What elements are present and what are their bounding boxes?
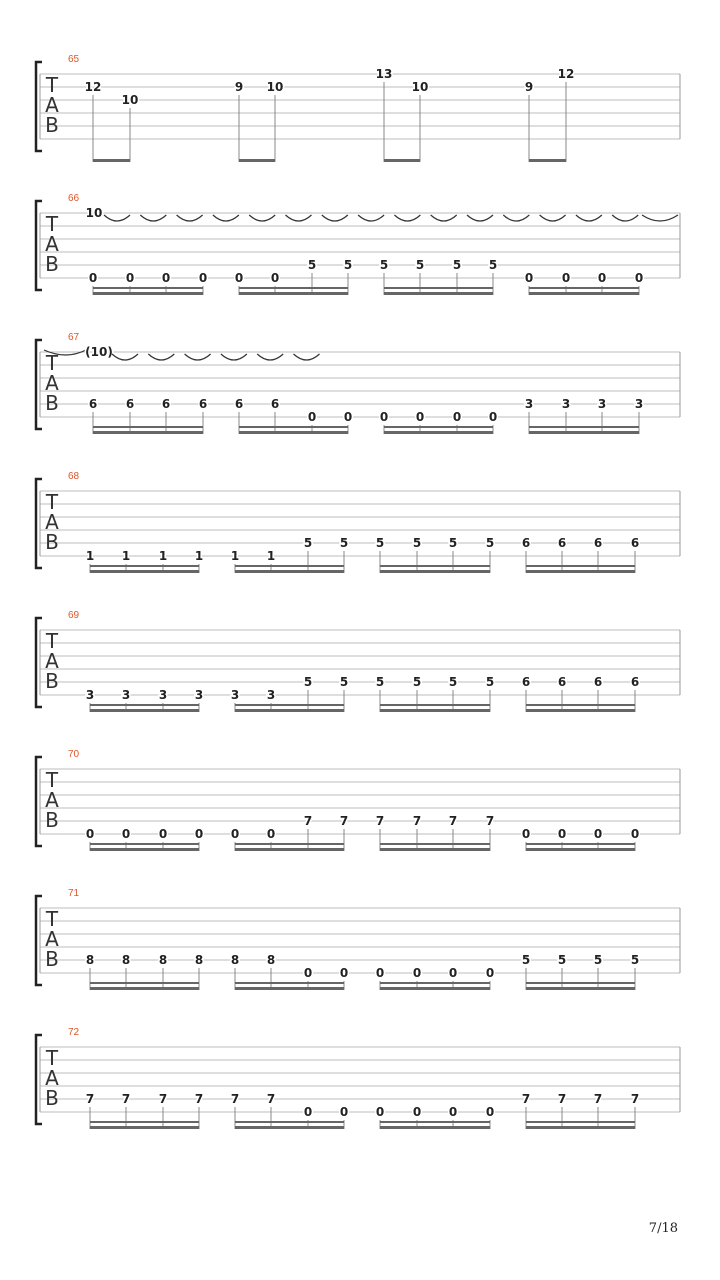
fret-number: 5 [521, 953, 531, 967]
fret-number: 8 [230, 953, 240, 967]
fret-number: 6 [161, 397, 171, 411]
fret-number: 7 [448, 814, 458, 828]
beam-secondary [93, 426, 203, 428]
tab-clef-letter: B [45, 808, 59, 832]
tab-clef-letter: T [45, 351, 59, 375]
beam-primary [380, 1126, 490, 1129]
fret-number: 5 [452, 258, 462, 272]
fret-number: 0 [412, 1105, 422, 1119]
measure-number: 70 [68, 749, 80, 760]
fret-number: 6 [270, 397, 280, 411]
fret-number: 6 [234, 397, 244, 411]
fret-number: 3 [230, 688, 240, 702]
tab-clef-letter: A [45, 649, 59, 673]
fret-number: 12 [557, 67, 575, 81]
beam-primary [235, 1126, 344, 1129]
fret-number: 0 [524, 271, 534, 285]
fret-number: 5 [593, 953, 603, 967]
fret-number: 0 [597, 271, 607, 285]
tie-arc [257, 354, 283, 360]
fret-number: 0 [230, 827, 240, 841]
fret-number: 0 [339, 1105, 349, 1119]
fret-number: 0 [485, 966, 495, 980]
beam-primary [90, 987, 199, 990]
measure-number: 72 [68, 1027, 80, 1038]
fret-number: 5 [379, 258, 389, 272]
beam-secondary [235, 565, 344, 567]
system-bracket [36, 201, 42, 290]
fret-number: 5 [412, 536, 422, 550]
beam-primary [380, 709, 490, 712]
fret-number: 5 [557, 953, 567, 967]
beam-primary [239, 292, 348, 295]
tie-arc [358, 215, 384, 221]
fret-number: 8 [194, 953, 204, 967]
tie-arc [221, 354, 247, 360]
system-bracket [36, 62, 42, 151]
beam-secondary [239, 426, 348, 428]
beam-secondary [526, 843, 635, 845]
beam-primary [526, 848, 635, 851]
tie-arc [503, 215, 529, 221]
fret-number: 5 [307, 258, 317, 272]
beam-secondary [235, 843, 344, 845]
beam-primary [529, 431, 639, 434]
beam-primary [235, 987, 344, 990]
beam-secondary [235, 704, 344, 706]
fret-number: 0 [593, 827, 603, 841]
fret-number: 8 [85, 953, 95, 967]
tab-clef-letter: A [45, 232, 59, 256]
fret-number: 0 [485, 1105, 495, 1119]
tie-arc [148, 354, 174, 360]
fret-number: 7 [485, 814, 495, 828]
fret-number: 0 [448, 1105, 458, 1119]
fret-number: 10 [266, 80, 284, 94]
tab-clef-letter: T [45, 629, 59, 653]
fret-number: 5 [448, 536, 458, 550]
fret-number: 6 [630, 536, 640, 550]
fret-number: 3 [634, 397, 644, 411]
tab-clef-letter: B [45, 113, 59, 137]
page-number: 7/18 [648, 1221, 678, 1236]
measure-number: 65 [68, 54, 80, 65]
tab-clef-letter: B [45, 947, 59, 971]
tab-clef-letter: T [45, 490, 59, 514]
beam-secondary [529, 287, 639, 289]
fret-number: 0 [379, 410, 389, 424]
beam-primary [526, 1126, 635, 1129]
fret-number: 5 [375, 536, 385, 550]
fret-number: 7 [557, 1092, 567, 1106]
fret-number: 3 [597, 397, 607, 411]
fret-number: 13 [375, 67, 393, 81]
tie-arc [394, 215, 420, 221]
measure-number: 69 [68, 610, 80, 621]
beam-primary [384, 159, 420, 162]
fret-number: 1 [194, 549, 204, 563]
fret-number: 5 [375, 675, 385, 689]
beam-primary [93, 292, 203, 295]
beam-secondary [90, 704, 199, 706]
beam-primary [90, 1126, 199, 1129]
tab-clef-letter: B [45, 530, 59, 554]
beam-primary [384, 431, 493, 434]
beam-primary [526, 709, 635, 712]
fret-number: 5 [412, 675, 422, 689]
tab-system [36, 193, 680, 295]
beam-primary [90, 709, 199, 712]
tie-arc [213, 215, 239, 221]
beam-secondary [380, 982, 490, 984]
fret-number: 1 [158, 549, 168, 563]
measure-number: 68 [68, 471, 80, 482]
fret-number: 7 [158, 1092, 168, 1106]
fret-number: 7 [303, 814, 313, 828]
fret-number: 6 [557, 536, 567, 550]
beam-secondary [529, 426, 639, 428]
fret-number: 1 [230, 549, 240, 563]
tie-arc [286, 215, 312, 221]
fret-number: 6 [557, 675, 567, 689]
fret-number: 3 [266, 688, 276, 702]
beam-secondary [380, 1121, 490, 1123]
tie-arc [612, 215, 638, 221]
fret-number: 3 [85, 688, 95, 702]
tie-arc [112, 354, 138, 360]
fret-number: 1 [85, 549, 95, 563]
fret-number: 0 [488, 410, 498, 424]
tab-clef-letter: T [45, 768, 59, 792]
fret-number: 5 [303, 536, 313, 550]
tab-system [36, 332, 680, 434]
tie-arc [177, 215, 203, 221]
beam-primary [90, 570, 199, 573]
tab-clef-letter: A [45, 371, 59, 395]
tab-clef-letter: A [45, 788, 59, 812]
fret-number: 0 [266, 827, 276, 841]
fret-number: 7 [85, 1092, 95, 1106]
beam-secondary [239, 287, 348, 289]
beam-secondary [526, 982, 635, 984]
beam-secondary [90, 982, 199, 984]
sustained-fret: 10 [85, 206, 103, 220]
fret-number: 9 [234, 80, 244, 94]
fret-number: 1 [266, 549, 276, 563]
tab-clef-letter: T [45, 73, 59, 97]
tab-system [36, 54, 680, 162]
fret-number: 0 [307, 410, 317, 424]
fret-number: 0 [375, 966, 385, 980]
tie-arc [431, 215, 457, 221]
fret-number: 0 [85, 827, 95, 841]
beam-primary [239, 431, 348, 434]
fret-number: 6 [630, 675, 640, 689]
tab-clef-letter: A [45, 927, 59, 951]
fret-number: 6 [125, 397, 135, 411]
beam-secondary [235, 1121, 344, 1123]
system-bracket [36, 340, 42, 429]
tie-arc [540, 215, 566, 221]
tab-clef-letter: T [45, 1046, 59, 1070]
fret-number: 0 [194, 827, 204, 841]
fret-number: 0 [521, 827, 531, 841]
beam-secondary [384, 426, 493, 428]
beam-primary [380, 570, 490, 573]
beam-secondary [380, 843, 490, 845]
beam-secondary [90, 565, 199, 567]
fret-number: 0 [630, 827, 640, 841]
measure-number: 71 [68, 888, 80, 899]
beam-primary [90, 848, 199, 851]
tie-arc [294, 354, 320, 360]
fret-number: 5 [630, 953, 640, 967]
fret-number: 0 [343, 410, 353, 424]
fret-number: 5 [343, 258, 353, 272]
tab-clef-letter: B [45, 1086, 59, 1110]
fret-number: 8 [158, 953, 168, 967]
fret-number: 0 [158, 827, 168, 841]
fret-number: 3 [158, 688, 168, 702]
beam-secondary [526, 1121, 635, 1123]
fret-number: 6 [88, 397, 98, 411]
fret-number: 0 [375, 1105, 385, 1119]
fret-number: 5 [485, 536, 495, 550]
tab-system [36, 749, 680, 851]
measure-number: 67 [68, 332, 80, 343]
tab-system [36, 610, 680, 712]
beam-secondary [90, 1121, 199, 1123]
tab-clef-letter: A [45, 510, 59, 534]
fret-number: 10 [411, 80, 429, 94]
fret-number: 0 [198, 271, 208, 285]
system-bracket [36, 757, 42, 846]
beam-primary [93, 159, 130, 162]
system-bracket [36, 479, 42, 568]
tab-system [36, 471, 680, 573]
tie-arc [576, 215, 602, 221]
fret-number: 0 [161, 271, 171, 285]
tab-clef-letter: B [45, 669, 59, 693]
beam-secondary [380, 704, 490, 706]
system-bracket [36, 896, 42, 985]
fret-number: 3 [561, 397, 571, 411]
fret-number: 0 [303, 966, 313, 980]
tab-clef-letter: T [45, 212, 59, 236]
beam-primary [384, 292, 493, 295]
fret-number: 0 [415, 410, 425, 424]
fret-number: 7 [121, 1092, 131, 1106]
fret-number: 0 [452, 410, 462, 424]
fret-number: 0 [88, 271, 98, 285]
beam-secondary [93, 287, 203, 289]
fret-number: 5 [339, 536, 349, 550]
fret-number: 0 [557, 827, 567, 841]
tab-clef-letter: A [45, 1066, 59, 1090]
fret-number: 0 [634, 271, 644, 285]
fret-number: 6 [198, 397, 208, 411]
fret-number: 7 [339, 814, 349, 828]
fret-number: 7 [412, 814, 422, 828]
fret-number: 0 [412, 966, 422, 980]
beam-primary [235, 848, 344, 851]
fret-number: 6 [521, 536, 531, 550]
fret-number: 7 [521, 1092, 531, 1106]
beam-primary [526, 987, 635, 990]
beam-primary [235, 709, 344, 712]
tab-system [36, 1027, 680, 1129]
tie-arc [140, 215, 166, 221]
fret-number: 5 [339, 675, 349, 689]
tie-arc [322, 215, 348, 221]
fret-number: 5 [488, 258, 498, 272]
fret-number: 0 [303, 1105, 313, 1119]
tie-arc [249, 215, 275, 221]
fret-number: 7 [266, 1092, 276, 1106]
tab-clef-letter: B [45, 391, 59, 415]
tie-arc [467, 215, 493, 221]
beam-secondary [526, 704, 635, 706]
fret-number: 6 [593, 536, 603, 550]
tab-clef-letter: A [45, 93, 59, 117]
fret-number: 8 [121, 953, 131, 967]
fret-number: 3 [524, 397, 534, 411]
fret-number: 7 [194, 1092, 204, 1106]
fret-number: 9 [524, 80, 534, 94]
measure-number: 66 [68, 193, 80, 204]
beam-primary [235, 570, 344, 573]
fret-number: 0 [561, 271, 571, 285]
fret-number: 0 [339, 966, 349, 980]
system-bracket [36, 1035, 42, 1124]
beam-secondary [380, 565, 490, 567]
fret-number: 6 [593, 675, 603, 689]
fret-number: 5 [485, 675, 495, 689]
fret-number: 0 [121, 827, 131, 841]
fret-number: 8 [266, 953, 276, 967]
system-bracket [36, 618, 42, 707]
beam-primary [93, 431, 203, 434]
beam-primary [526, 570, 635, 573]
fret-number: 0 [448, 966, 458, 980]
beam-secondary [384, 287, 493, 289]
tab-clef-letter: T [45, 907, 59, 931]
fret-number: 3 [194, 688, 204, 702]
fret-number: 5 [415, 258, 425, 272]
fret-number: 6 [521, 675, 531, 689]
beam-secondary [235, 982, 344, 984]
tie-arc [642, 215, 678, 221]
beam-primary [239, 159, 275, 162]
tab-system [36, 888, 680, 990]
beam-secondary [526, 565, 635, 567]
tie-arc [185, 354, 211, 360]
fret-number: 7 [630, 1092, 640, 1106]
fret-number: 7 [375, 814, 385, 828]
fret-number: 7 [593, 1092, 603, 1106]
fret-number: 7 [230, 1092, 240, 1106]
fret-number: 0 [125, 271, 135, 285]
fret-number: 1 [121, 549, 131, 563]
fret-number: 3 [121, 688, 131, 702]
tie-arc [104, 215, 130, 221]
beam-primary [380, 987, 490, 990]
fret-number: 0 [270, 271, 280, 285]
sustained-fret: (10) [85, 345, 113, 359]
fret-number: 5 [448, 675, 458, 689]
fret-number: 10 [121, 93, 139, 107]
tab-clef-letter: B [45, 252, 59, 276]
beam-primary [380, 848, 490, 851]
beam-primary [529, 292, 639, 295]
fret-number: 0 [234, 271, 244, 285]
fret-number: 12 [84, 80, 102, 94]
fret-number: 5 [303, 675, 313, 689]
beam-secondary [90, 843, 199, 845]
beam-primary [529, 159, 566, 162]
